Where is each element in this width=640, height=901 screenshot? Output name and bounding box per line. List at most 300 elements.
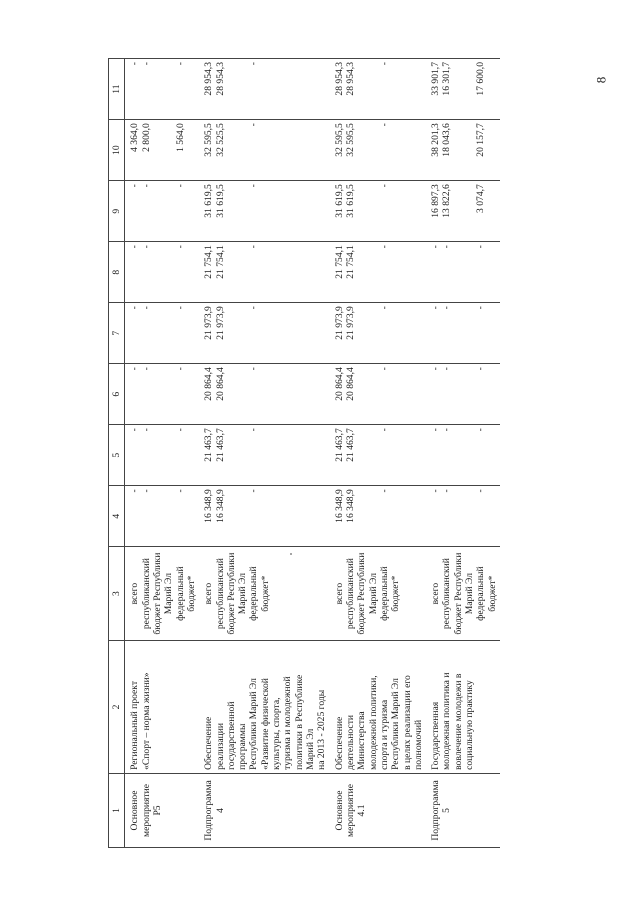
value-line: 28 954,3 <box>333 62 345 96</box>
value-line: 20 864,4 <box>214 367 226 401</box>
value-line <box>453 184 464 238</box>
header-cell: 4 <box>109 486 125 547</box>
value-line: - <box>174 306 186 310</box>
value-line <box>368 184 379 238</box>
value-line <box>390 184 401 238</box>
value-cell <box>330 425 427 486</box>
value-line: 20 864,4 <box>333 367 345 401</box>
funding-source-cell <box>125 547 199 641</box>
value-line: 31 619,5 <box>214 184 226 218</box>
header-row <box>109 59 125 848</box>
value-line <box>487 428 498 482</box>
value-line <box>152 62 163 116</box>
value-line: 21 754,1 <box>203 245 215 279</box>
value-line <box>487 245 498 299</box>
value-line <box>464 489 475 543</box>
value-line: - <box>248 184 260 188</box>
header-cell: 9 <box>109 181 125 242</box>
funding-source-line: всего <box>129 582 141 605</box>
scan-speck <box>290 553 292 555</box>
row-label-line: Основное <box>129 790 141 831</box>
value-line: 16 301,7 <box>441 62 453 96</box>
funding-source-line: Марий Эл <box>163 572 175 615</box>
value-line <box>390 123 401 177</box>
value-line <box>237 245 248 299</box>
value-line: 32 595,5 <box>203 123 215 157</box>
row-label-line: Р5 <box>151 805 163 816</box>
value-line: 21 973,9 <box>214 306 226 340</box>
value-line <box>226 367 237 421</box>
value-cell <box>125 59 199 120</box>
value-line <box>356 62 367 116</box>
value-line: - <box>378 428 390 432</box>
value-line <box>186 62 197 116</box>
value-line <box>186 306 197 360</box>
value-line <box>152 489 163 543</box>
value-line <box>464 428 475 482</box>
value-cell <box>125 364 199 425</box>
value-line: 16 348,9 <box>333 489 345 523</box>
value-line <box>390 428 401 482</box>
value-line: - <box>475 245 487 249</box>
value-line <box>453 306 464 360</box>
description-line: культуры, спорта, <box>271 697 283 770</box>
value-line: 16 897,3 <box>430 184 442 218</box>
value-cell <box>426 59 500 120</box>
value-line: 32 525,5 <box>214 123 226 157</box>
funding-source-line: бюджет Республики <box>151 552 163 635</box>
funding-source-cell <box>426 547 500 641</box>
value-line: - <box>475 367 487 371</box>
value-line <box>390 306 401 360</box>
value-line <box>487 184 498 238</box>
value-line: 21 463,7 <box>344 428 356 462</box>
description-line: молодежной политики, <box>367 675 379 770</box>
row-label-line: Подпрограмма <box>430 780 442 841</box>
value-line <box>163 62 174 116</box>
description-line: туризма и молодежной <box>282 676 294 770</box>
value-line: 21 463,7 <box>333 428 345 462</box>
value-line: - <box>378 306 390 310</box>
value-line: 1 564,0 <box>174 123 186 152</box>
value-line <box>487 123 498 177</box>
description-line: Государственная <box>430 701 442 770</box>
table-row <box>125 59 199 848</box>
value-line: 32 595,5 <box>333 123 345 157</box>
value-line <box>368 306 379 360</box>
value-line <box>260 184 271 238</box>
value-line: - <box>475 306 487 310</box>
value-line <box>464 306 475 360</box>
header-cell: 5 <box>109 425 125 486</box>
value-line: 21 973,9 <box>333 306 345 340</box>
funding-source-line: Марий Эл <box>367 572 379 615</box>
value-line: - <box>430 428 442 432</box>
value-line <box>152 428 163 482</box>
description-line: Республики Марий Эл <box>390 678 402 770</box>
funding-source-line: республиканский <box>441 558 453 630</box>
value-line <box>453 367 464 421</box>
value-line: 21 754,1 <box>344 245 356 279</box>
value-line: 18 043,6 <box>441 123 453 157</box>
value-line: - <box>248 306 260 310</box>
value-line <box>226 489 237 543</box>
value-line: - <box>140 306 152 310</box>
header-cell: 6 <box>109 364 125 425</box>
description-line: программы <box>237 723 249 770</box>
value-line: 31 619,5 <box>203 184 215 218</box>
value-line: - <box>475 428 487 432</box>
value-line: 38 201,3 <box>430 123 442 157</box>
description-line: в целях реализации его <box>401 675 413 770</box>
value-line <box>163 123 174 177</box>
header-cell: 8 <box>109 242 125 303</box>
funding-source-line: федеральный <box>378 566 390 621</box>
value-line <box>356 489 367 543</box>
value-line: - <box>248 428 260 432</box>
value-line <box>356 367 367 421</box>
value-line: 21 973,9 <box>203 306 215 340</box>
value-cell <box>330 242 427 303</box>
value-cell <box>125 425 199 486</box>
value-line <box>152 245 163 299</box>
row-label-cell <box>426 773 500 847</box>
value-line: - <box>441 367 453 371</box>
value-line <box>163 245 174 299</box>
funding-source-line: всего <box>430 582 442 605</box>
value-line: - <box>129 489 141 493</box>
row-label-cell <box>330 773 427 847</box>
value-line: 16 348,9 <box>214 489 226 523</box>
value-line <box>260 62 271 116</box>
value-cell <box>199 425 329 486</box>
value-line <box>226 62 237 116</box>
value-line <box>464 184 475 238</box>
value-line: - <box>248 367 260 371</box>
funding-source-line: республиканский <box>140 558 152 630</box>
budget-table <box>108 58 500 848</box>
value-line: 21 754,1 <box>333 245 345 279</box>
value-line: 3 074,7 <box>475 184 487 213</box>
value-line <box>163 489 174 543</box>
value-line <box>356 184 367 238</box>
description-line: Марий Эл <box>305 728 316 770</box>
value-cell <box>125 120 199 181</box>
funding-source-line: Марий Эл <box>237 572 249 615</box>
value-cell <box>199 181 329 242</box>
funding-source-cell <box>199 547 329 641</box>
value-line <box>453 123 464 177</box>
value-cell <box>199 364 329 425</box>
value-line <box>487 489 498 543</box>
value-line: 28 954,3 <box>214 62 226 96</box>
row-label-line: 5 <box>441 808 453 813</box>
value-line <box>186 123 197 177</box>
value-cell <box>330 59 427 120</box>
value-line: 16 348,9 <box>344 489 356 523</box>
funding-source-line: бюджет* <box>259 575 271 612</box>
funding-source-line: бюджет Республики <box>225 552 237 635</box>
value-line <box>152 184 163 238</box>
value-line: - <box>129 62 141 66</box>
value-line <box>163 428 174 482</box>
value-cell <box>199 120 329 181</box>
description-line: Обеспечение <box>203 716 215 770</box>
value-line: - <box>378 62 390 66</box>
value-line: - <box>174 367 186 371</box>
value-line: - <box>378 184 390 188</box>
value-line <box>368 428 379 482</box>
row-label-line: 4.1 <box>356 804 368 817</box>
description-line: политики в Республике <box>293 674 305 770</box>
value-line: - <box>248 489 260 493</box>
value-line: - <box>129 428 141 432</box>
header-cell: 3 <box>109 547 125 641</box>
value-line <box>368 367 379 421</box>
value-line <box>390 245 401 299</box>
value-line <box>186 428 197 482</box>
value-line <box>237 62 248 116</box>
funding-source-line: федеральный <box>174 566 186 621</box>
row-label-line: мероприятие <box>344 783 356 837</box>
value-line <box>260 123 271 177</box>
value-line <box>487 367 498 421</box>
description-line: молодежная политика и <box>441 672 453 770</box>
value-cell <box>199 303 329 364</box>
value-line <box>186 367 197 421</box>
value-line <box>390 489 401 543</box>
header-cell: 1 <box>109 773 125 847</box>
row-label-line: Основное <box>333 790 345 831</box>
value-line: - <box>378 367 390 371</box>
row-label-line: Подпрограмма <box>203 780 215 841</box>
value-line <box>356 123 367 177</box>
value-line: - <box>248 123 260 127</box>
value-cell <box>330 181 427 242</box>
header-cell: 10 <box>109 120 125 181</box>
value-line: - <box>378 123 390 127</box>
description-line: государственной <box>225 701 237 770</box>
value-line <box>152 123 163 177</box>
value-line: - <box>140 489 152 493</box>
value-line: - <box>174 245 186 249</box>
value-line <box>186 245 197 299</box>
value-line <box>226 428 237 482</box>
funding-source-line: бюджет Республики <box>452 552 464 635</box>
value-cell <box>426 120 500 181</box>
page-number: 8 <box>593 76 609 84</box>
value-line <box>464 62 475 116</box>
value-line <box>356 428 367 482</box>
value-cell <box>199 59 329 120</box>
value-cell <box>125 181 199 242</box>
value-line <box>453 245 464 299</box>
value-line: - <box>140 428 152 432</box>
value-line <box>163 306 174 360</box>
value-line: - <box>174 62 186 66</box>
value-line: - <box>430 245 442 249</box>
value-line <box>237 184 248 238</box>
value-line <box>260 245 271 299</box>
row-label-cell <box>199 773 329 847</box>
value-line: - <box>378 489 390 493</box>
value-line <box>464 245 475 299</box>
value-line <box>237 489 248 543</box>
funding-source-line: Марий Эл <box>464 572 476 615</box>
value-line <box>356 245 367 299</box>
table-body <box>125 59 500 848</box>
rotated-table-sheet <box>108 58 526 848</box>
value-line <box>368 245 379 299</box>
value-line <box>390 367 401 421</box>
value-line <box>464 123 475 177</box>
value-line: 28 954,3 <box>203 62 215 96</box>
value-line <box>453 62 464 116</box>
value-line <box>487 62 498 116</box>
funding-source-line: бюджет* <box>185 575 197 612</box>
value-line: - <box>140 245 152 249</box>
value-cell <box>199 486 329 547</box>
value-cell <box>426 425 500 486</box>
description-cell <box>426 640 500 773</box>
value-cell <box>426 364 500 425</box>
value-line: - <box>430 306 442 310</box>
table-row <box>330 59 427 848</box>
value-line <box>453 489 464 543</box>
value-line <box>368 123 379 177</box>
value-line <box>260 489 271 543</box>
header-cell: 7 <box>109 303 125 364</box>
value-line <box>464 367 475 421</box>
description-line: Региональный проект <box>129 680 141 770</box>
value-line: 20 157,7 <box>475 123 487 157</box>
value-line <box>260 367 271 421</box>
value-line: - <box>129 184 141 188</box>
value-cell <box>330 364 427 425</box>
description-line: «Развитие физической <box>259 678 271 770</box>
value-line: - <box>129 306 141 310</box>
value-line: 21 463,7 <box>214 428 226 462</box>
value-line <box>186 184 197 238</box>
value-line: 20 864,4 <box>203 367 215 401</box>
value-line <box>368 489 379 543</box>
value-line: - <box>248 62 260 66</box>
row-label-line: мероприятие <box>140 783 152 837</box>
description-line: на 2013 - 2025 годы <box>316 689 328 770</box>
value-line <box>237 428 248 482</box>
funding-source-line: всего <box>203 582 215 605</box>
description-line: деятельности <box>344 714 356 770</box>
description-line: реализации <box>214 723 226 770</box>
value-cell <box>426 181 500 242</box>
table-row <box>426 59 500 848</box>
value-line <box>368 62 379 116</box>
value-cell <box>125 486 199 547</box>
description-line: «Спорт – норма жизни» <box>140 672 152 770</box>
value-cell <box>330 303 427 364</box>
value-line <box>237 367 248 421</box>
value-line <box>453 428 464 482</box>
value-line: - <box>475 489 487 493</box>
value-line: - <box>140 62 152 66</box>
value-line: 28 954,3 <box>344 62 356 96</box>
value-line: - <box>441 245 453 249</box>
header-cell: 2 <box>109 640 125 773</box>
value-line: - <box>378 245 390 249</box>
value-line: - <box>441 306 453 310</box>
value-line: - <box>248 245 260 249</box>
description-line: социальную практику <box>464 680 476 770</box>
value-cell <box>426 486 500 547</box>
value-line: 21 754,1 <box>214 245 226 279</box>
description-line: Министерства <box>356 711 368 770</box>
description-line: вовлечение молодежи в <box>452 673 464 770</box>
value-cell <box>330 486 427 547</box>
description-line: Республики Марий Эл <box>248 678 260 770</box>
value-line <box>226 306 237 360</box>
value-line: - <box>174 184 186 188</box>
row-label-line: 4 <box>214 808 226 813</box>
value-line: 31 619,5 <box>344 184 356 218</box>
value-line: 17 600,0 <box>475 62 487 96</box>
value-line: 20 864,4 <box>344 367 356 401</box>
value-line: - <box>140 367 152 371</box>
funding-source-line: бюджет* <box>390 575 402 612</box>
funding-source-line: бюджет* <box>486 575 498 612</box>
value-line <box>260 428 271 482</box>
value-line: - <box>441 489 453 493</box>
value-line: - <box>174 428 186 432</box>
value-line: - <box>129 367 141 371</box>
value-line: 21 973,9 <box>344 306 356 340</box>
value-cell <box>125 242 199 303</box>
description-line: спорта и туризма <box>378 699 390 770</box>
funding-source-line: бюджет Республики <box>356 552 368 635</box>
value-cell <box>330 120 427 181</box>
funding-source-cell <box>330 547 427 641</box>
value-line: 31 619,5 <box>333 184 345 218</box>
description-cell <box>125 640 199 773</box>
value-line <box>390 62 401 116</box>
value-line: - <box>430 489 442 493</box>
value-line <box>163 367 174 421</box>
value-line: 32 595,5 <box>344 123 356 157</box>
row-label-cell <box>125 773 199 847</box>
value-line: 13 822,6 <box>441 184 453 218</box>
value-line <box>163 184 174 238</box>
value-line: 33 901,7 <box>430 62 442 96</box>
value-cell <box>199 242 329 303</box>
value-line: - <box>140 184 152 188</box>
value-line <box>487 306 498 360</box>
funding-source-line: федеральный <box>475 566 487 621</box>
description-cell <box>199 640 329 773</box>
value-cell <box>426 303 500 364</box>
value-line: - <box>129 245 141 249</box>
funding-source-line: республиканский <box>214 558 226 630</box>
value-line: 4 364,0 <box>129 123 141 152</box>
value-line <box>260 306 271 360</box>
value-line <box>226 123 237 177</box>
funding-source-line: всего <box>333 582 345 605</box>
value-cell <box>125 303 199 364</box>
value-line: 16 348,9 <box>203 489 215 523</box>
value-line <box>186 489 197 543</box>
value-line: - <box>430 367 442 371</box>
value-line: 2 800,0 <box>140 123 152 152</box>
value-line: - <box>174 489 186 493</box>
value-line <box>356 306 367 360</box>
